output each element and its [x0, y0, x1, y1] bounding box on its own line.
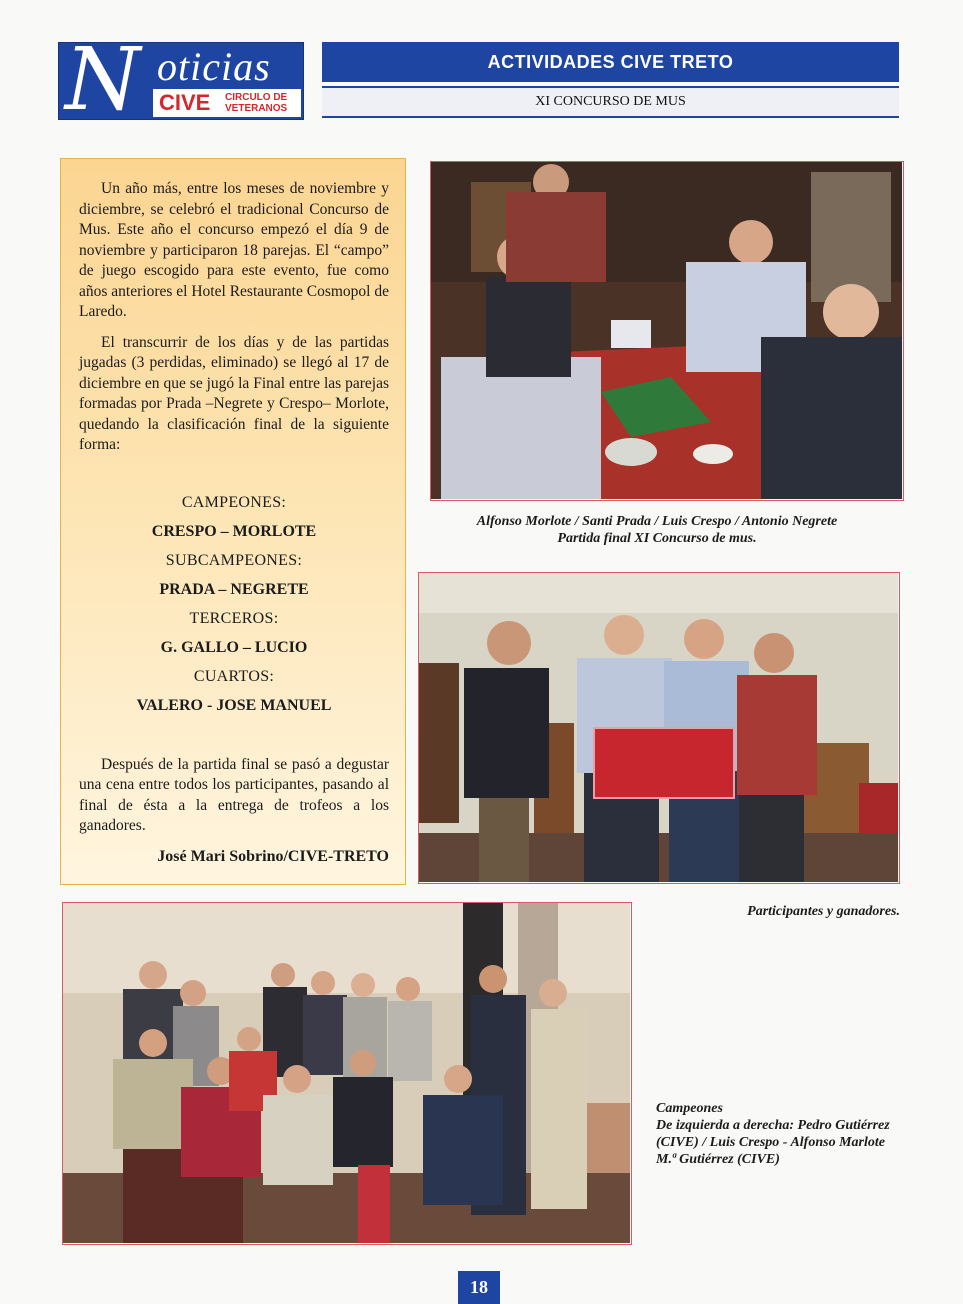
photo-winners: [418, 572, 900, 884]
noticias-logo: [58, 30, 304, 130]
result-category: SUBCAMPEONES:: [165, 551, 303, 569]
result-team: PRADA – NEGRETE: [159, 580, 309, 598]
logo-brand: CIVE: [159, 90, 211, 115]
photo1-caption-line1: Alfonso Morlote / Santi Prada / Luis Crespo / Antonio Negrete: [476, 514, 838, 529]
logo-sub-line2: VETERANOS: [225, 103, 288, 114]
logo-sub-line1: CIRCULO DE: [225, 92, 288, 103]
section-subtitle: XI CONCURSO DE MUS: [322, 86, 899, 118]
logo-initial: N: [65, 30, 141, 130]
article-paragraph-2: El transcurrir de los días y de las partidas jugadas (3 perdidas, eliminado) se llegó al 17 de diciembre en que se jugó la Final entre las parejas formadas por Prada –Negrete y Crespo– Morlote, quedando la clasificación final de la siguiente forma:: [79, 333, 389, 453]
photo1-caption: [440, 513, 874, 547]
photo3-caption-line2: De izquierda a derecha: Pedro Gutiérrez (CIVE) / Luis Crespo - Alfonso Marlote M.ª Gutiérrez (CIVE): [656, 1118, 890, 1167]
article-signature: José Mari Sobrino/CIVE-TRETO: [157, 847, 389, 865]
results-list: [79, 492, 389, 717]
photo-group-image: [63, 903, 630, 1243]
logo-word: oticias: [157, 44, 271, 89]
article-paragraph-3: Después de la partida final se pasó a degustar una cena entre todos los participantes, pasando al final de ésta a la entrega de trofeos a los ganadores.: [79, 755, 389, 834]
section-title: ACTIVIDADES CIVE TRETO: [322, 42, 899, 82]
result-category: CUARTOS:: [193, 667, 275, 685]
photo-card-game-image: [431, 162, 902, 499]
logo-subtitle: [225, 92, 297, 114]
article-paragraph-1: Un año más, entre los meses de noviembre y diciembre, se celebró el tradicional Concurso de Mus. Este año el concurso empezó el día 9 de noviembre y participaron 18 parejas. El “campo” de juego escogido para este evento, fue como años anteriores el Hotel Restaurante Cosmopol de Laredo.: [79, 180, 389, 320]
photo-group: [62, 902, 632, 1245]
result-category: CAMPEONES:: [181, 493, 287, 511]
photo3-caption-line1: Campeones: [656, 1101, 723, 1116]
result-team: CRESPO – MORLOTE: [151, 522, 317, 540]
photo2-caption: Participantes y ganadores.: [747, 904, 900, 919]
photo-card-game: [430, 161, 904, 501]
article-box: [60, 158, 406, 885]
result-category: TERCEROS:: [189, 609, 279, 627]
logo-strip: [153, 89, 301, 117]
page-number: 18: [458, 1271, 500, 1304]
result-team: VALERO - JOSE MANUEL: [136, 696, 332, 714]
photo1-caption-line2: Partida final XI Concurso de mus.: [557, 531, 757, 546]
result-team: G. GALLO – LUCIO: [160, 638, 308, 656]
photo-winners-image: [419, 573, 898, 882]
photo3-caption: [656, 1100, 901, 1168]
